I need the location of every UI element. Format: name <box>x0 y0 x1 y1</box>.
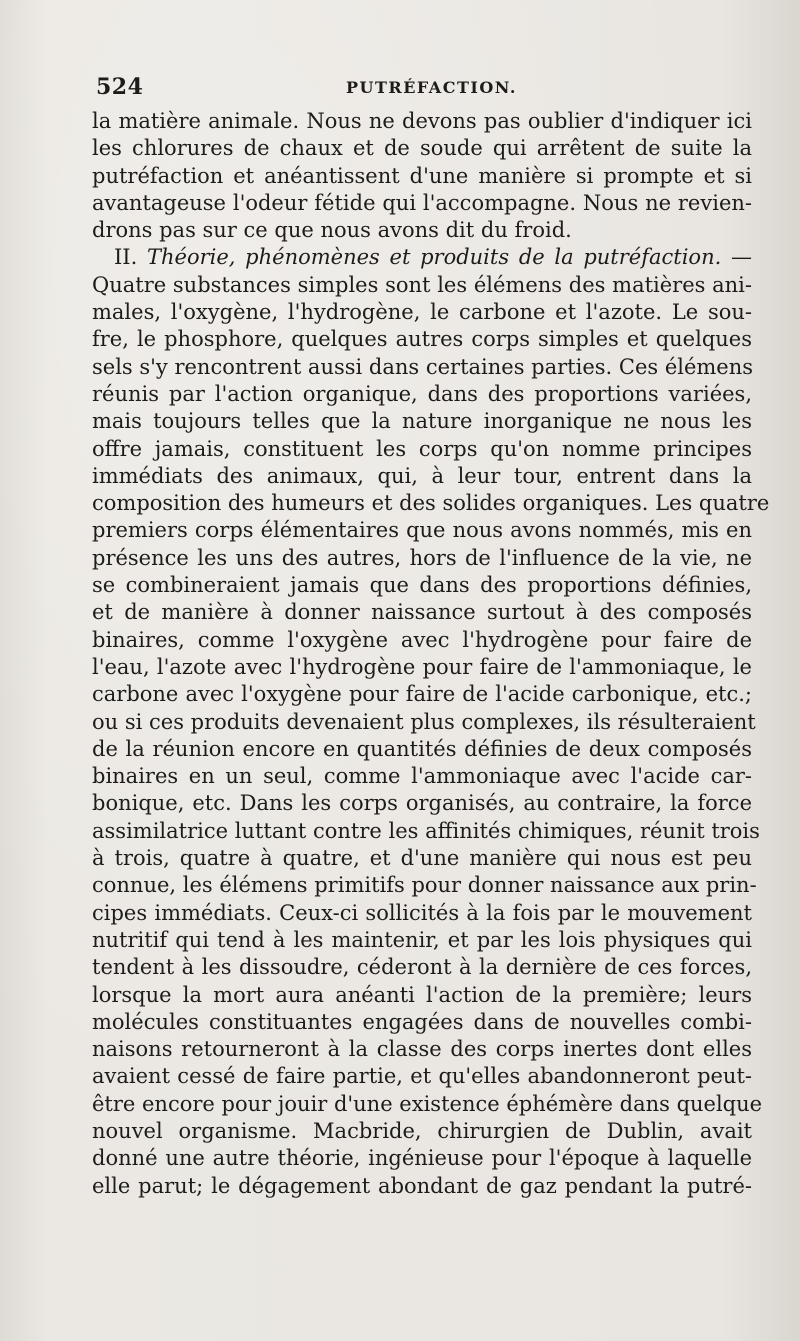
page-header <box>92 72 752 106</box>
text-line: elle parut; le dégagement abondant de gaz pendant la putré- <box>92 1173 752 1198</box>
text-line: males, l'oxygène, l'hydrogène, le carbone et l'azote. Le sou- <box>92 300 752 325</box>
text-line: immédiats des animaux, qui, à leur tour, entrent dans la <box>92 463 752 488</box>
section-title: Théorie, phénomènes et produits de la putréfaction. <box>147 245 722 270</box>
text-line: donné une autre théorie, ingénieuse pour l'époque à laquelle <box>92 1146 752 1171</box>
text-line: binaires, comme l'oxygène avec l'hydrogène pour faire de <box>92 627 752 652</box>
text-line: les chlorures de chaux et de soude qui arrêtent de suite la <box>92 136 752 161</box>
text-line: à trois, quatre à quatre, et d'une manière qui nous est peu <box>92 846 752 871</box>
text-line: carbone avec l'oxygène pour faire de l'acide carbonique, etc.; <box>92 682 752 707</box>
running-head: PUTRÉFACTION. <box>346 78 517 97</box>
text-line: naisons retourneront à la classe des corps inertes dont elles <box>92 1037 752 1062</box>
text-line: molécules constituantes engagées dans de nouvelles combi- <box>92 1009 752 1034</box>
text-line: de la réunion encore en quantités définies de deux composés <box>92 736 752 761</box>
text-line: composition des humeurs et des solides organiques. Les quatre <box>92 491 770 516</box>
text-line: et de manière à donner naissance surtout à des composés <box>92 600 752 625</box>
text-line: ou si ces produits devenaient plus complexes, ils résulteraient <box>92 709 756 734</box>
section-number: II. <box>114 245 138 270</box>
text-line: avaient cessé de faire partie, et qu'elles abandonneront peut- <box>92 1064 752 1089</box>
text-line: connue, les élémens primitifs pour donner naissance aux prin- <box>92 873 757 898</box>
text-line: assimilatrice luttant contre les affinités chimiques, réunit trois <box>92 818 760 843</box>
text-line: lorsque la mort aura anéanti l'action de la première; leurs <box>92 982 752 1007</box>
text-line: la matière animale. Nous ne devons pas oublier d'indiquer ici <box>92 109 752 133</box>
text-line: nouvel organisme. Macbride, chirurgien de Dublin, avait <box>92 1118 752 1143</box>
text-line: se combineraient jamais que dans des proportions définies, <box>92 573 752 598</box>
text-line: tendent à les dissoudre, céderont à la dernière de ces forces, <box>92 955 752 980</box>
text-line: mais toujours telles que la nature inorganique ne nous les <box>92 409 752 434</box>
text-line: bonique, etc. Dans les corps organisés, au contraire, la force <box>92 791 752 816</box>
text-line: réunis par l'action organique, dans des proportions variées, <box>92 381 752 406</box>
section-dash: — <box>731 245 752 270</box>
text-line: fre, le phosphore, quelques autres corps simples et quelques <box>92 327 752 352</box>
section-heading-line <box>92 244 752 271</box>
text-line: premiers corps élémentaires que nous avons nommés, mis en <box>92 518 752 543</box>
text-line: Quatre substances simples sont les élémens des matières ani- <box>92 272 752 297</box>
text-line: être encore pour jouir d'une existence éphémère dans quelque <box>92 1091 763 1116</box>
text-line: l'eau, l'azote avec l'hydrogène pour faire de l'ammoniaque, le <box>92 654 752 679</box>
text-line: présence les uns des autres, hors de l'influence de la vie, ne <box>92 545 752 570</box>
text-line: nutritif qui tend à les maintenir, et par les lois physiques qui <box>92 927 752 952</box>
text-line: sels s'y rencontrent aussi dans certaines parties. Ces élémens <box>92 354 754 379</box>
text-line: offre jamais, constituent les corps qu'on nomme principes <box>92 436 752 461</box>
text-line: avantageuse l'odeur fétide qui l'accompagne. Nous ne revien- <box>92 190 752 215</box>
text-line: putréfaction et anéantissent d'une manière si prompte et si <box>92 163 752 188</box>
body-text <box>92 108 770 1200</box>
text-line: binaires en un seul, comme l'ammoniaque avec l'acide car- <box>92 764 752 789</box>
text-line: drons pas sur ce que nous avons dit du froid. <box>92 218 572 243</box>
page-number: 524 <box>96 74 144 100</box>
text-line: cipes immédiats. Ceux-ci sollicités à la fois par le mouvement <box>92 900 752 925</box>
